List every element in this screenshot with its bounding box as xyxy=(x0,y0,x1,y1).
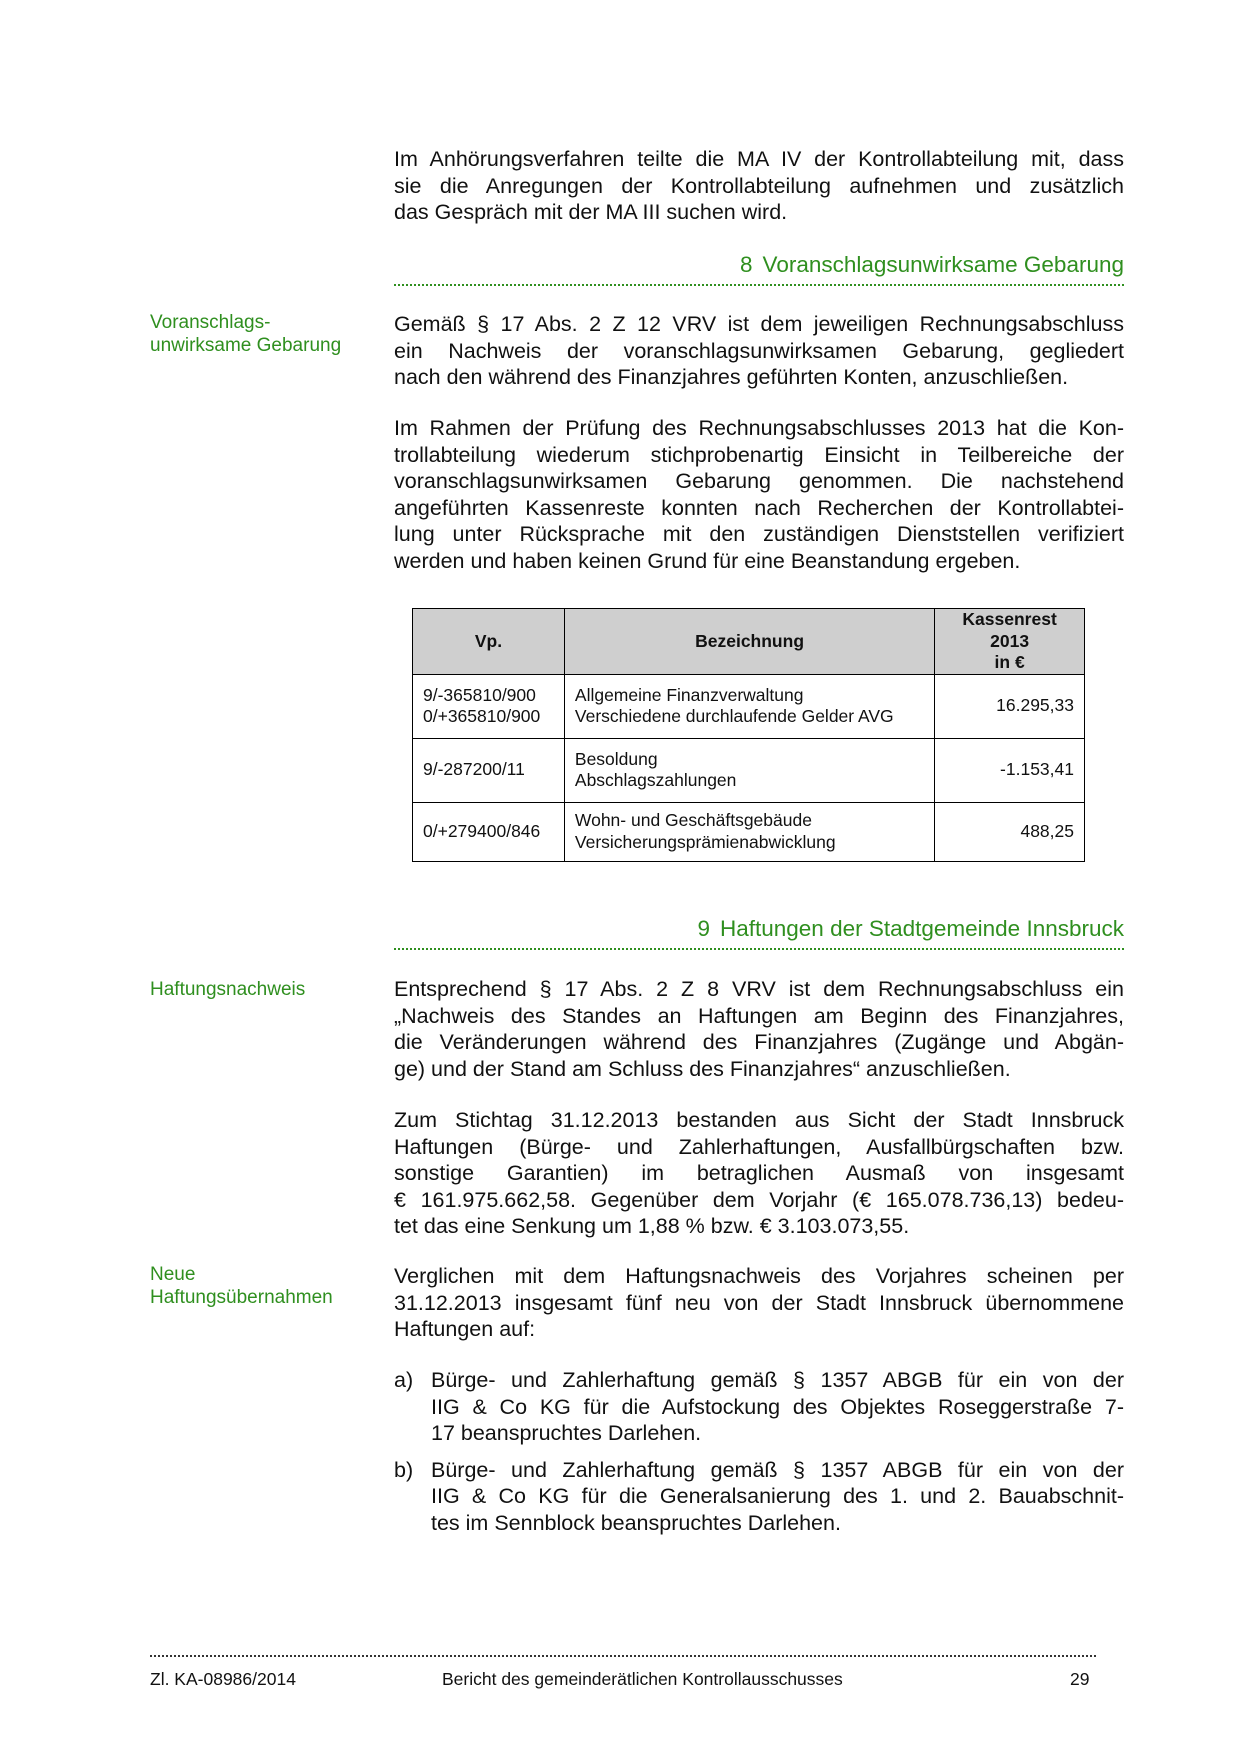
cell-value: -1.153,41 xyxy=(935,738,1085,802)
column-header-kassenrest xyxy=(935,609,1085,675)
cell-bezeichnung xyxy=(564,738,934,802)
cell-line: Besoldung xyxy=(574,748,658,769)
list-item-label: b) xyxy=(394,1457,414,1482)
sidebar-line: Haftungsübernahmen xyxy=(150,1287,333,1308)
cell-value: 488,25 xyxy=(935,802,1085,861)
cell-line: 0/+365810/900 xyxy=(423,706,541,726)
cell-line: 9/-287200/11 xyxy=(423,759,525,780)
text-line: Haftungen (Bürge- und Zahlerhaftungen, Ausfallbürgschaften bzw. xyxy=(394,1134,1124,1159)
section-title: Haftungen der Stadtgemeinde Innsbruck xyxy=(719,916,1124,941)
sidebar-line: Haftungsnachweis xyxy=(150,979,306,1000)
text-line: ein Nachweis der voranschlagsunwirksamen Gebarung, gegliedert xyxy=(394,338,1124,363)
column-header-vp: Vp. xyxy=(413,609,565,675)
section-number: 9 xyxy=(697,916,710,941)
table-row xyxy=(413,738,1085,802)
section-9-paragraph-1 xyxy=(394,976,1124,1082)
footer-page-number: 29 xyxy=(1070,1669,1090,1689)
cell-line: Allgemeine Finanzverwaltung xyxy=(574,684,804,705)
text-line: IIG & Co KG für die Generalsanierung des 1. und 2. Bauabschnit- xyxy=(431,1484,1124,1508)
cell-vp xyxy=(413,674,565,738)
cell-line: Abschlagszahlungen xyxy=(574,770,737,790)
sidebar-label-neue-haftungen xyxy=(150,1263,380,1309)
cell-line: 0/+279400/846 xyxy=(423,820,541,841)
cell-bezeichnung xyxy=(564,802,934,861)
text-line: IIG & Co KG für die Aufstockung des Objektes Roseggerstraße 7- xyxy=(431,1394,1124,1419)
section-number: 8 xyxy=(740,252,753,277)
text-line: Im Rahmen der Prüfung des Rechnungsabschlusses 2013 hat die Kon- xyxy=(394,416,1124,440)
sidebar-label-haftungsnachweis xyxy=(150,978,380,1001)
text-line: das Gespräch mit der MA III suchen wird. xyxy=(394,200,788,224)
haftungen-list xyxy=(394,1367,1124,1546)
text-line: 17 beanspruchtes Darlehen. xyxy=(431,1421,702,1445)
text-line: Bürge- und Zahlerhaftung gemäß § 1357 ABGB für ein von der xyxy=(431,1368,1124,1392)
text-line: tes im Sennblock beanspruchtes Darlehen. xyxy=(431,1510,841,1535)
text-line: Bürge- und Zahlerhaftung gemäß § 1357 ABGB für ein von der xyxy=(431,1457,1124,1482)
text-line: Haftungen auf: xyxy=(394,1317,536,1341)
cell-line: Verschiedene durchlaufende Gelder AVG xyxy=(574,706,894,726)
text-line: Gemäß § 17 Abs. 2 Z 12 VRV ist dem jeweiligen Rechnungsabschluss xyxy=(394,312,1124,336)
text-line: sonstige Garantien) im betraglichen Ausmaß von insgesamt xyxy=(394,1161,1124,1185)
text-line: „Nachweis des Standes an Haftungen am Beginn des Finanzjahres, xyxy=(394,1003,1124,1028)
section-9-paragraph-3 xyxy=(394,1263,1124,1343)
section-9-heading xyxy=(394,916,1124,950)
section-8-heading xyxy=(394,252,1124,286)
section-title: Voranschlagsunwirksame Gebarung xyxy=(762,252,1124,277)
text-line: Verglichen mit dem Haftungsnachweis des Vorjahres scheinen per xyxy=(394,1264,1124,1288)
section-8-paragraph-1 xyxy=(394,311,1124,391)
cell-vp xyxy=(413,802,565,861)
header-line: in € xyxy=(994,652,1025,672)
footer-reference: Zl. KA-08986/2014 xyxy=(150,1669,296,1689)
text-line: Entsprechend § 17 Abs. 2 Z 8 VRV ist dem Rechnungsabschluss ein xyxy=(394,977,1124,1001)
text-line: sie die Anregungen der Kontrollabteilung aufnehmen und zusätzlich xyxy=(394,173,1124,198)
table-row xyxy=(413,674,1085,738)
sidebar-line: Voranschlags- xyxy=(150,312,271,333)
header-line: Kassenrest xyxy=(962,609,1057,629)
footer-divider xyxy=(150,1655,1096,1657)
text-line: Zum Stichtag 31.12.2013 bestanden aus Sicht der Stadt Innsbruck xyxy=(394,1108,1124,1132)
section-9-paragraph-2 xyxy=(394,1107,1124,1240)
cell-line: 9/-365810/900 xyxy=(423,684,536,705)
sidebar-label-voranschlag xyxy=(150,311,380,357)
sidebar-line: unwirksame Gebarung xyxy=(150,335,342,356)
kassenrest-table xyxy=(412,608,1085,862)
text-line: 31.12.2013 insgesamt fünf neu von der Stadt Innsbruck übernommene xyxy=(394,1290,1124,1315)
section-8-paragraph-2 xyxy=(394,415,1124,574)
text-line: angeführten Kassenreste konnten nach Recherchen der Kontrollabtei- xyxy=(394,495,1124,520)
header-line: 2013 xyxy=(990,630,1030,651)
text-line: € 161.975.662,58. Gegenüber dem Vorjahr (€ 165.078.736,13) bedeu- xyxy=(394,1187,1124,1212)
text-line: nach den während des Finanzjahres geführten Konten, anzuschließen. xyxy=(394,365,1069,389)
text-line: tet das eine Senkung um 1,88 % bzw. € 3.103.073,55. xyxy=(394,1214,910,1238)
column-header-bezeichnung: Bezeichnung xyxy=(564,609,934,675)
table-row xyxy=(413,802,1085,861)
sidebar-line: Neue xyxy=(150,1264,196,1285)
table-header-row xyxy=(413,609,1085,675)
list-item xyxy=(394,1457,1124,1537)
text-line: ge) und der Stand am Schluss des Finanzjahres“ anzuschließen. xyxy=(394,1056,1011,1081)
intro-paragraph xyxy=(394,146,1124,226)
text-line: werden und haben keinen Grund für eine Beanstandung ergeben. xyxy=(394,548,1021,573)
text-line: die Veränderungen während des Finanzjahres (Zugänge und Abgän- xyxy=(394,1030,1124,1054)
cell-value: 16.295,33 xyxy=(935,674,1085,738)
list-item xyxy=(394,1367,1124,1447)
text-line: lung unter Rücksprache mit den zuständigen Dienststellen verifiziert xyxy=(394,522,1124,546)
text-line: Im Anhörungsverfahren teilte die MA IV der Kontrollabteilung mit, dass xyxy=(394,147,1124,171)
cell-line: Wohn- und Geschäftsgebäude xyxy=(574,810,812,830)
cell-vp xyxy=(413,738,565,802)
text-line: voranschlagsunwirksamen Gebarung genommen. Die nachstehend xyxy=(394,469,1124,493)
footer-report-title: Bericht des gemeinderätlichen Kontrollausschusses xyxy=(442,1669,843,1689)
cell-line: Versicherungsprämienabwicklung xyxy=(574,831,836,852)
text-line: trollabteilung wiederum stichprobenartig Einsicht in Teilbereiche der xyxy=(394,442,1124,467)
cell-bezeichnung xyxy=(564,674,934,738)
list-item-label: a) xyxy=(394,1368,414,1392)
